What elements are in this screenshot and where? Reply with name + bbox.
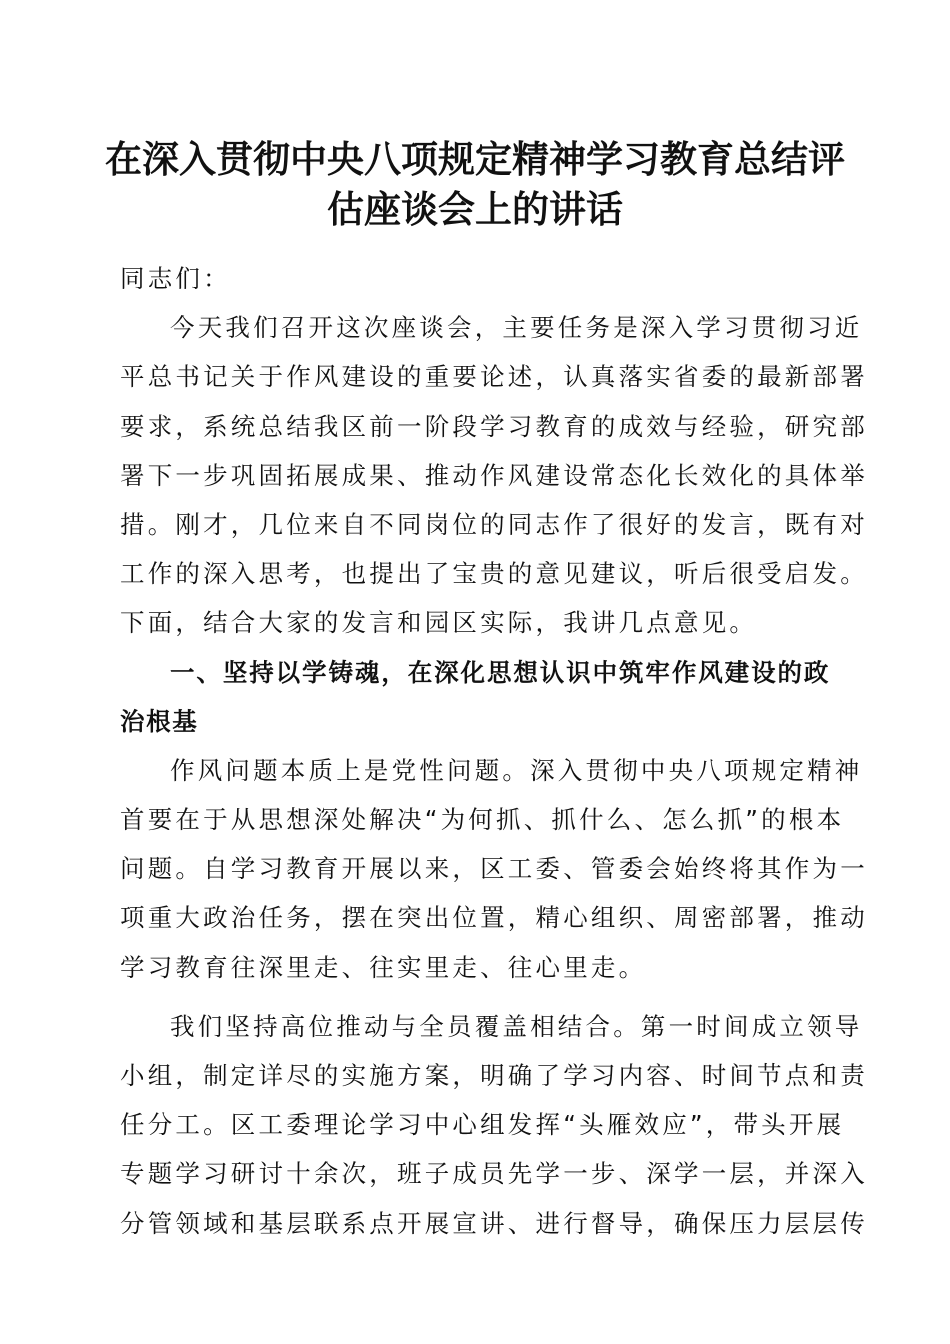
paragraph-1-line-4: 署下一步巩固拓展成果、推动作风建设常态化长效化的具体举 [120, 460, 868, 490]
paragraph-4-line-2: 小组，制定详尽的实施方案，明确了学习内容、时间节点和责 [120, 1061, 868, 1090]
paragraph-1-line-5: 措。刚才，几位来自不同岗位的同志作了很好的发言，既有对 [120, 509, 868, 539]
paragraph-gap [120, 992, 830, 1002]
paragraph-3-line-5: 学习教育往深里走、往实里走、往心里走。 [120, 952, 647, 982]
paragraph-1-line-7: 下面，结合大家的发言和园区实际，我讲几点意见。 [120, 608, 758, 638]
document-body [120, 254, 868, 1248]
document-title-line-1: 在深入贯彻中央八项规定精神学习教育总结评 [105, 137, 845, 181]
document-title-line-2: 估座谈会上的讲话 [327, 187, 623, 231]
paragraph-3-line-3: 问题。自学习教育开展以来，区工委、管委会始终将其作为一 [120, 854, 868, 884]
paragraph-1-line-1: 今天我们召开这次座谈会，主要任务是深入学习贯彻习近 [170, 313, 863, 343]
section-heading-line-1: 一、坚持以学铸魂，在深化思想认识中筑牢作风建设的政 [170, 657, 830, 687]
paragraph-4-line-4: 专题学习研讨十余次，班子成员先学一步、深学一层，并深入 [120, 1159, 868, 1189]
paragraph-1-line-3: 要求，系统总结我区前一阶段学习教育的成效与经验，研究部 [120, 411, 868, 441]
paragraph-3-line-2: 首要在于从思想深处解决“为何抓、抓什么、怎么抓”的根本 [120, 805, 845, 835]
paragraph-4-line-5: 分管领域和基层联系点开展宣讲、进行督导，确保压力层层传 [120, 1208, 868, 1238]
section-heading-line-2: 治根基 [120, 706, 199, 736]
paragraph-3-line-1: 作风问题本质上是党性问题。深入贯彻中央八项规定精神 [170, 755, 863, 785]
paragraph-1-line-6: 工作的深入思考，也提出了宝贵的意见建议，听后很受启发。 [120, 559, 868, 589]
paragraph-4-line-3: 任分工。区工委理论学习中心组发挥“头雁效应”，带头开展 [120, 1110, 845, 1140]
salutation: 同志们： [120, 264, 231, 293]
paragraph-3-line-4: 项重大政治任务，摆在突出位置，精心组织、周密部署，推动 [120, 903, 868, 933]
paragraph-4-line-1: 我们坚持高位推动与全员覆盖相结合。第一时间成立领导 [170, 1011, 863, 1041]
paragraph-1-line-2: 平总书记关于作风建设的重要论述，认真落实省委的最新部署 [120, 362, 868, 392]
